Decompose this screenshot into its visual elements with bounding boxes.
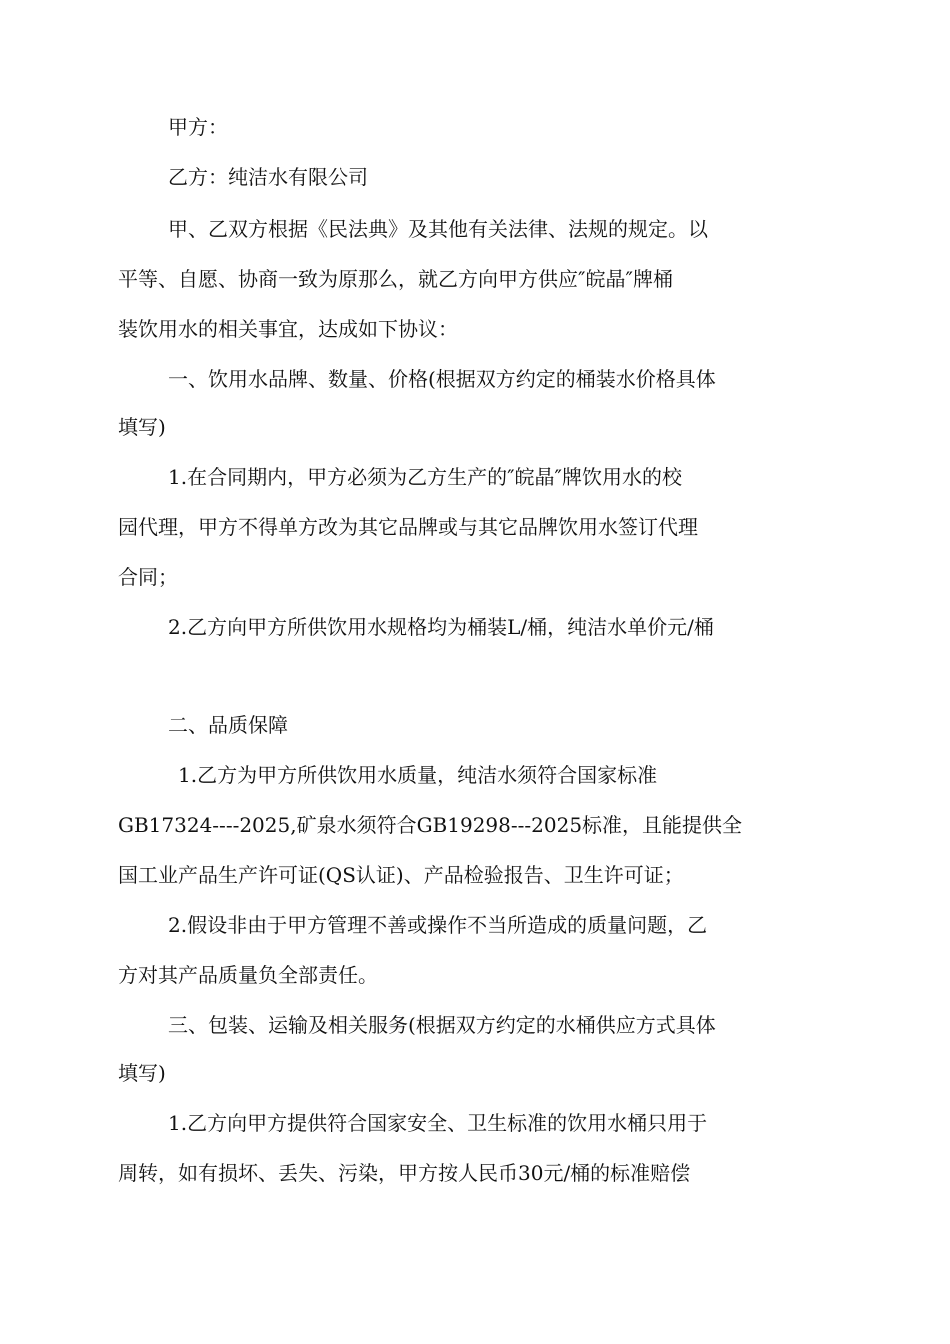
- section-1-item-2: 2.乙方向甲方所供饮用水规格均为桶装L/桶，纯洁水单价元/桶: [168, 615, 714, 639]
- section-1-item-1-line-3: 合同；: [118, 565, 178, 589]
- intro-line-1: 甲、乙双方根据《民法典》及其他有关法律、法规的规定。以: [168, 217, 708, 241]
- section-2-item-2-line-2: 方对其产品质量负全部责任。: [118, 963, 378, 987]
- intro-line-2: 平等、自愿、协商一致为原那么，就乙方向甲方供应″皖晶″牌桶: [118, 267, 673, 291]
- section-2-item-1-line-3: 国工业产品生产许可证(QS认证)、产品检验报告、卫生许可证；: [118, 863, 684, 887]
- section-2-item-1-line-1: 1.乙方为甲方所供饮用水质量，纯洁水须符合国家标准: [178, 763, 658, 787]
- party-a-label: 甲方：: [168, 115, 228, 139]
- section-1-item-1-line-2: 园代理，甲方不得单方改为其它品牌或与其它品牌饮用水签订代理: [118, 515, 698, 539]
- section-3-item-1-line-2: 周转，如有损坏、丢失、污染，甲方按人民币30元/桶的标准赔偿: [118, 1161, 691, 1185]
- section-2-item-1-line-2: GB17324----2025,矿泉水须符合GB19298---2025标准，且能提供全: [118, 813, 743, 837]
- section-3-heading-line-2: 填写): [118, 1061, 166, 1085]
- party-b-label: 乙方：纯洁水有限公司: [168, 165, 368, 189]
- section-2-item-2-line-1: 2.假设非由于甲方管理不善或操作不当所造成的质量问题，乙: [168, 913, 708, 937]
- section-1-item-1-line-1: 1.在合同期内，甲方必须为乙方生产的″皖晶″牌饮用水的校: [168, 465, 683, 489]
- section-3-heading-line-1: 三、包装、运输及相关服务(根据双方约定的水桶供应方式具体: [168, 1013, 716, 1037]
- section-3-item-1-line-1: 1.乙方向甲方提供符合国家安全、卫生标准的饮用水桶只用于: [168, 1111, 708, 1135]
- section-1-heading-line-1: 一、饮用水品牌、数量、价格(根据双方约定的桶装水价格具体: [168, 367, 716, 391]
- section-2-heading: 二、品质保障: [168, 713, 288, 737]
- intro-line-3: 装饮用水的相关事宜，达成如下协议：: [118, 317, 458, 341]
- section-1-heading-line-2: 填写): [118, 415, 166, 439]
